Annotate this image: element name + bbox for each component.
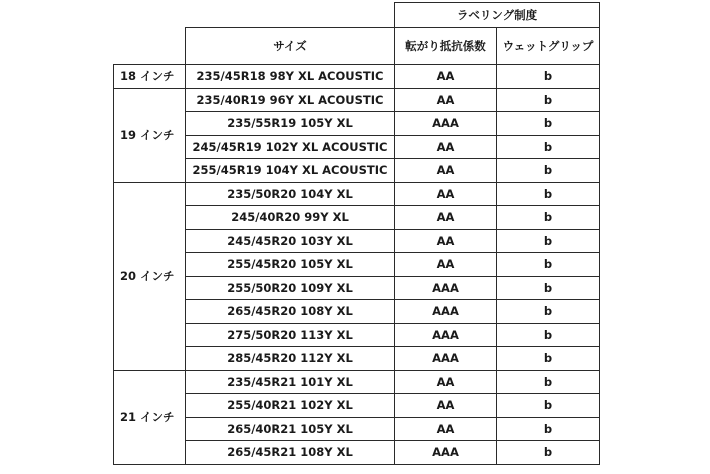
- table-row: [114, 182, 600, 206]
- inch-group-label: 21 インチ: [114, 370, 186, 464]
- size-cell: 235/45R21 101Y XL: [186, 370, 395, 394]
- rolling-resistance-cell: AA: [395, 135, 497, 159]
- wet-grip-cell: b: [497, 65, 600, 89]
- inch-group-label: 20 インチ: [114, 182, 186, 370]
- wet-grip-cell: b: [497, 88, 600, 112]
- blank-corner: [114, 3, 186, 28]
- rolling-resistance-cell: AAA: [395, 276, 497, 300]
- size-cell: 265/45R21 108Y XL: [186, 441, 395, 465]
- size-cell: 265/40R21 105Y XL: [186, 417, 395, 441]
- table-row: [114, 300, 600, 324]
- wet-grip-cell: b: [497, 300, 600, 324]
- size-cell: 235/55R19 105Y XL: [186, 112, 395, 136]
- size-cell: 255/45R19 104Y XL ACOUSTIC: [186, 159, 395, 183]
- size-cell: 285/45R20 112Y XL: [186, 347, 395, 371]
- rolling-resistance-cell: AA: [395, 370, 497, 394]
- table-row: [114, 253, 600, 277]
- size-cell: 245/40R20 99Y XL: [186, 206, 395, 230]
- inch-group-label: 19 インチ: [114, 88, 186, 182]
- rolling-resistance-cell: AA: [395, 394, 497, 418]
- wet-grip-cell: b: [497, 112, 600, 136]
- rolling-resistance-cell: AAA: [395, 441, 497, 465]
- tire-labeling-table: [113, 2, 600, 465]
- wet-grip-cell: b: [497, 370, 600, 394]
- rolling-resistance-cell: AAA: [395, 323, 497, 347]
- size-header: サイズ: [186, 28, 395, 65]
- table-row: [114, 417, 600, 441]
- wet-grip-cell: b: [497, 253, 600, 277]
- blank-corner-2: [186, 3, 395, 28]
- rolling-resistance-cell: AA: [395, 206, 497, 230]
- wet-grip-cell: b: [497, 394, 600, 418]
- wet-grip-cell: b: [497, 206, 600, 230]
- inch-group-label: 18 インチ: [114, 65, 186, 89]
- rolling-resistance-cell: AA: [395, 159, 497, 183]
- size-cell: 235/50R20 104Y XL: [186, 182, 395, 206]
- rolling-resistance-cell: AA: [395, 229, 497, 253]
- table-body: [114, 65, 600, 465]
- wet-grip-cell: b: [497, 347, 600, 371]
- wet-grip-cell: b: [497, 323, 600, 347]
- table-row: [114, 394, 600, 418]
- rolling-resistance-cell: AA: [395, 88, 497, 112]
- table-row: [114, 65, 600, 89]
- size-cell: 235/45R18 98Y XL ACOUSTIC: [186, 65, 395, 89]
- table-row: [114, 206, 600, 230]
- wet-grip-cell: b: [497, 417, 600, 441]
- rolling-resistance-cell: AAA: [395, 112, 497, 136]
- table-row: [114, 276, 600, 300]
- rolling-resistance-cell: AAA: [395, 347, 497, 371]
- rolling-resistance-header: 転がり抵抗係数: [395, 28, 497, 65]
- size-cell: 255/45R20 105Y XL: [186, 253, 395, 277]
- wet-grip-cell: b: [497, 135, 600, 159]
- rolling-resistance-cell: AA: [395, 253, 497, 277]
- size-cell: 265/45R20 108Y XL: [186, 300, 395, 324]
- table-row: [114, 135, 600, 159]
- table-row: [114, 323, 600, 347]
- size-cell: 275/50R20 113Y XL: [186, 323, 395, 347]
- labeling-header: ラベリング制度: [395, 3, 600, 28]
- wet-grip-cell: b: [497, 276, 600, 300]
- wet-grip-header: ウェットグリップ: [497, 28, 600, 65]
- rolling-resistance-cell: AA: [395, 65, 497, 89]
- wet-grip-cell: b: [497, 229, 600, 253]
- table-row: [114, 88, 600, 112]
- table-row: [114, 229, 600, 253]
- size-cell: 235/40R19 96Y XL ACOUSTIC: [186, 88, 395, 112]
- table-row: [114, 112, 600, 136]
- size-cell: 245/45R19 102Y XL ACOUSTIC: [186, 135, 395, 159]
- rolling-resistance-cell: AA: [395, 182, 497, 206]
- wet-grip-cell: b: [497, 441, 600, 465]
- size-cell: 245/45R20 103Y XL: [186, 229, 395, 253]
- wet-grip-cell: b: [497, 159, 600, 183]
- size-cell: 255/50R20 109Y XL: [186, 276, 395, 300]
- table-row: [114, 370, 600, 394]
- rolling-resistance-cell: AAA: [395, 300, 497, 324]
- table-row: [114, 159, 600, 183]
- rolling-resistance-cell: AA: [395, 417, 497, 441]
- table-row: [114, 347, 600, 371]
- table-row: [114, 441, 600, 465]
- size-cell: 255/40R21 102Y XL: [186, 394, 395, 418]
- wet-grip-cell: b: [497, 182, 600, 206]
- blank-corner-3: [114, 28, 186, 65]
